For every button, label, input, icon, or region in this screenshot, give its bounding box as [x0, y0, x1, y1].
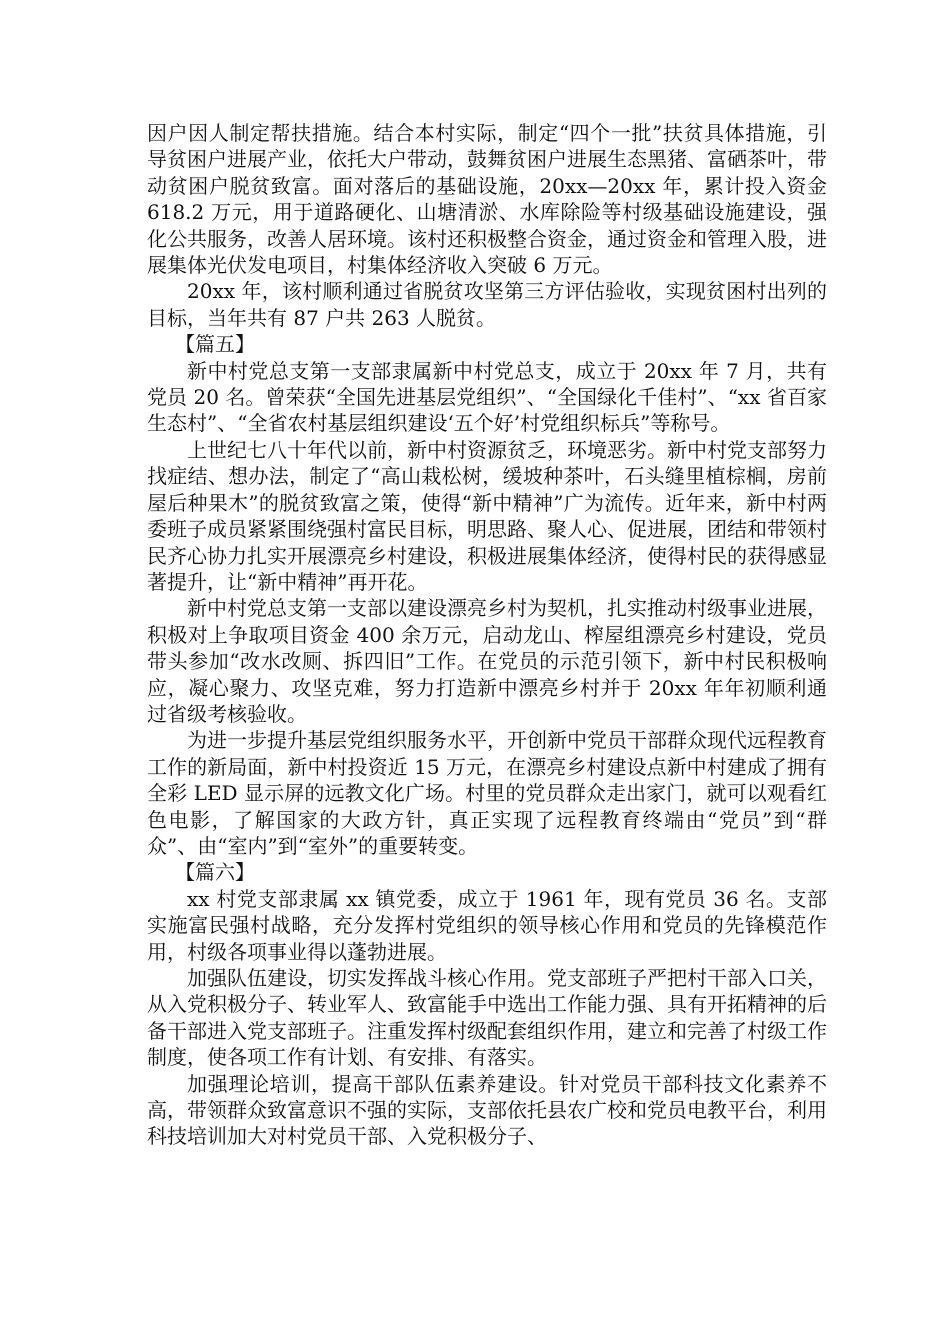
paragraph-xinzhong-history: 上世纪七八十年代以前，新中村资源贫乏，环境恶劣。新中村党支部努力找症结、想办法，制定了“高山栽松树，缓坡种茶叶，石头缝里植棕榈，房前屋后种果木”的脱贫致富之策，使得“新中精神”广为流传。近年来，新中村两委班子成员紧紧围绕强村富民目标，明思路、聚人心、促进展，团结和带领村民齐心协力扎实开展漂亮乡村建设，积极进展集体经济，使得村民的获得感显著提升，让“新中精神”再开花。	[147, 437, 827, 594]
paragraph-poverty-result: 20xx 年，该村顺利通过省脱贫攻坚第三方评估验收，实现贫困村出列的目标，当年共有 87 户共 263 人脱贫。	[147, 279, 827, 330]
section-heading-part-five: 【篇五】	[175, 332, 255, 357]
paragraph-team-building: 加强队伍建设，切实发挥战斗核心作用。党支部班子严把村干部入口关，从入党积极分子、转业军人、致富能手中选出工作能力强、具有开拓精神的后备干部进入党支部班子。注重发挥村级配套组织作用，建立和完善了村级工作制度，使各项工作有计划、有安排、有落实。	[147, 966, 827, 1070]
paragraph-village-branch-intro: xx 村党支部隶属 xx 镇党委，成立于 1961 年，现有党员 36 名。支部实施富民强村战略，充分发挥村党组织的领导核心作用和党员的先锋模范作用，村级各项事业得以蓬勃进展。	[147, 886, 827, 964]
paragraph-theory-training: 加强理论培训，提高干部队伍素养建设。针对党员干部科技文化素养不高，带领群众致富意识不强的实际，支部依托县农广校和党员电教平台，利用科技培训加大对村党员干部、入党积极分子、	[147, 1071, 827, 1149]
section-heading-part-six: 【篇六】	[175, 860, 255, 885]
document-body	[147, 120, 827, 1150]
paragraph-poverty-measures: 因户因人制定帮扶措施。结合本村实际，制定“四个一批”扶贫具体措施，引导贫困户进展产业，依托大户带动，鼓舞贫困户进展生态黑猪、富硒茶叶，带动贫困户脱贫致富。面对落后的基础设施，20xx—20xx 年，累计投入资金 618.2 万元，用于道路硬化、山塘清淤、水库除险等村级基础设施建设，强化公共服务，改善人居环境。该村还积极整合资金，通过资金和管理入股，进展集体光伏发电项目，村集体经济收入突破 6 万元。	[147, 121, 827, 278]
paragraph-xinzhong-remote-education: 为进一步提升基层党组织服务水平，开创新中党员干部群众现代远程教育工作的新局面，新中村投资近 15 万元，在漂亮乡村建设点新中村建成了拥有全彩 LED 显示屏的远教文化广场。村里的党员群众走出家门，就可以观看红色电影，了解国家的大政方针，真正实现了远程教育终端由“党员”到“群众”、由“室内”到“室外”的重要转变。	[147, 728, 827, 858]
paragraph-xinzhong-intro: 新中村党总支第一支部隶属新中村党总支，成立于 20xx 年 7 月，共有党员 20 名。曾荣获“全国先进基层党组织”、“全国绿化千佳村”、“xx 省百家生态村”、“全省农村基层组织建设‘五个好’村党组织标兵”等称号。	[147, 358, 827, 436]
paragraph-xinzhong-village-building: 新中村党总支第一支部以建设漂亮乡村为契机，扎实推动村级事业进展，积极对上争取项目资金 400 余万元，启动龙山、榨屋组漂亮乡村建设，党员带头参加“改水改厕、拆四旧”工作。在党员的示范引领下，新中村民积极响应，凝心聚力、攻坚克难，努力打造新中漂亮乡村并于 20xx 年年初顺利通过省级考核验收。	[147, 596, 827, 726]
